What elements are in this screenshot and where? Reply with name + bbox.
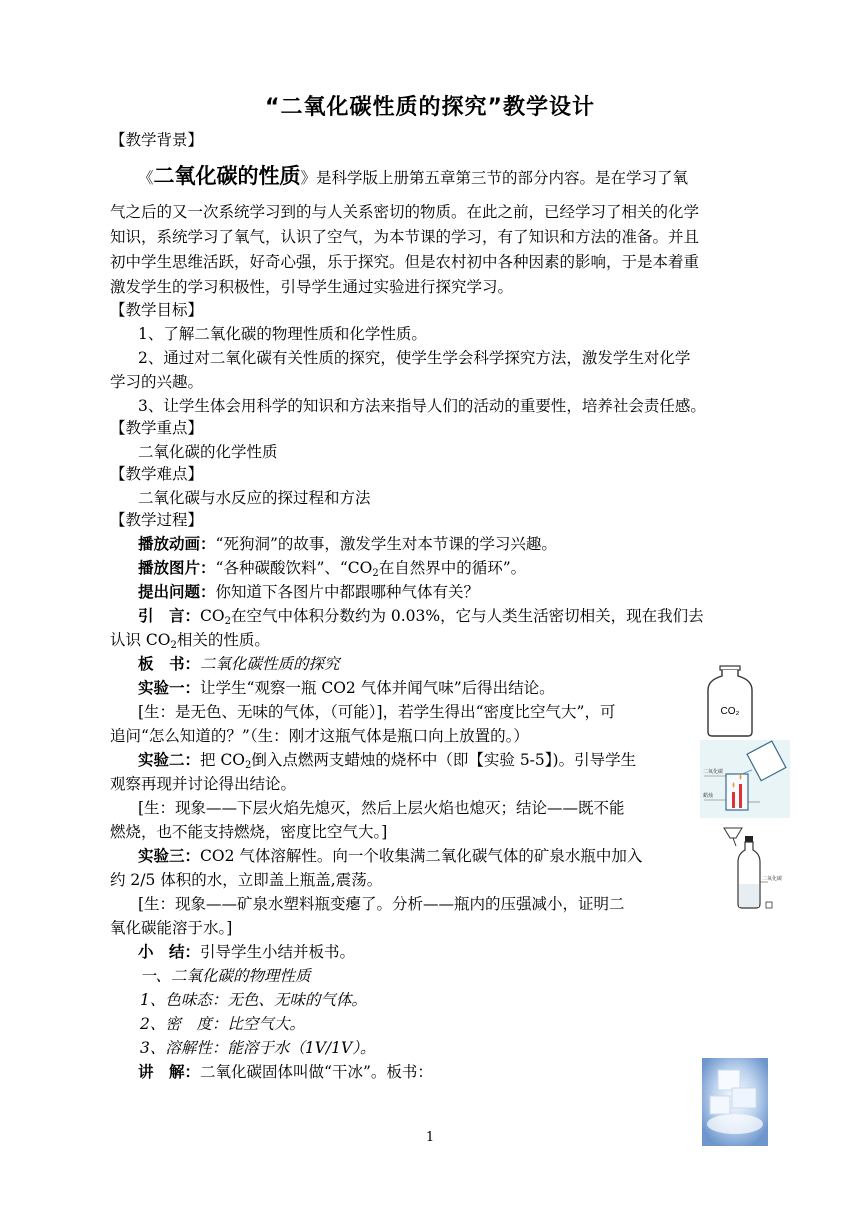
goal-2a: 2、通过对二氧化碳有关性质的探究，使学生学会科学探究方法，激发学生对化学: [138, 349, 691, 367]
goal-3: 3、让学生体会用科学的知识和方法来指导人们的活动的重要性，培养社会责任感。: [138, 397, 706, 415]
background-line-3: 知识，系统学习了氧气，认识了空气，为本节课的学习，有了知识和方法的准备。并且: [110, 228, 700, 246]
physical-property-2: 2、密 度：比空气大。: [140, 1015, 305, 1033]
experiment-2-student: [生：现象——下层火焰先熄灭，然后上层火焰也熄灭；结论——既不能: [138, 799, 625, 817]
bottle-label: CO₂: [720, 706, 740, 717]
explanation: 讲 解：二氧化碳固体叫做“干冰”。板书：: [138, 1062, 433, 1081]
experiment-1: 实验一：让学生“观察一瓶 CO2 气体并闻气味”后得出结论。: [138, 678, 555, 697]
experiment-3-student-2: 氧化碳能溶于水。]: [110, 919, 233, 937]
page-title: “二氧化碳性质的探究”教学设计: [265, 95, 595, 120]
background-line-4: 初中学生思维活跃，好奇心强，乐于探究。但是农村初中各种因素的影响，于是本着重: [110, 253, 700, 271]
background-line-1: 《二氧化碳的性质》是科学版上册第五章第三节的部分内容。是在学习了氧: [138, 164, 689, 188]
experiment-3-line-2: 约 2/5 体积的水，立即盖上瓶盖,震荡。: [110, 871, 383, 889]
experiment-2-line-2: 观察再现并讨论得出结论。: [110, 775, 297, 793]
gas-bottle-image: [700, 664, 760, 738]
difficulty-content: 二氧化碳与水反应的探过程和方法: [138, 489, 371, 507]
goal-2b: 学习的兴趣。: [110, 373, 204, 391]
process-animation: 播放动画：“死狗洞”的故事，激发学生对本节课的学习兴趣。: [138, 534, 557, 553]
process-intro-2: 认识 $CO_2$相关的性质。: [110, 631, 270, 651]
heading-key: 【教学重点】: [110, 419, 204, 437]
background-line-2: 气之后的又一次系统学习到的与人关系密切的物质。在此之前，已经学习了相关的化学: [110, 203, 700, 221]
experiment-3: 实验三：CO2 气体溶解性。向一个收集满二氧化碳气体的矿泉水瓶中加入: [138, 846, 643, 865]
heading-difficulty: 【教学难点】: [110, 465, 204, 483]
heading-background: 【教学背景】: [110, 131, 204, 149]
water-bottle-label: 二氧化碳: [762, 876, 783, 882]
physical-property-3: 3、溶解性：能溶于水（1V/1V）。: [140, 1039, 376, 1057]
physical-properties-title: 一、二氧化碳的物理性质: [140, 967, 311, 985]
heading-process: 【教学过程】: [110, 511, 204, 529]
experiment-1-student-2: 追问“怎么知道的？”（生：刚才这瓶气体是瓶口向上放置的。）: [110, 727, 529, 745]
beaker-label-candle: 蜡烛: [703, 793, 714, 799]
page-number: 1: [425, 1130, 435, 1145]
beaker-candles-image: [700, 740, 790, 818]
heading-goals: 【教学目标】: [110, 301, 204, 319]
experiment-3-student: [生：现象——矿泉水塑料瓶变瘪了。分析——瓶内的压强减小，证明二: [138, 895, 625, 913]
experiment-2-student-2: 燃烧，也不能支持燃烧，密度比空气大。]: [110, 823, 388, 841]
process-pictures: 播放图片：“各种碳酸饮料”、“$CO_2$在自然界中的循环”。: [138, 558, 527, 579]
background-line-5: 激发学生的学习积极性，引导学生通过实验进行探究学习。: [110, 278, 514, 296]
experiment-2: 实验二：把 $CO_2$倒入点燃两支蜡烛的烧杯中（即【实验 5-5】)。引导学生: [138, 750, 637, 771]
process-board: 板 书：二氧化碳性质的探究: [138, 654, 340, 673]
experiment-1-student: [生：是无色、无味的气体，（可能）]，若学生得出“密度比空气大”，可: [138, 703, 616, 721]
goal-1: 1、了解二氧化碳的物理性质和化学性质。: [138, 325, 427, 343]
water-bottle-image: [720, 822, 784, 910]
process-intro: 引 言：$CO_2$在空气中体积分数约为 0.03%，它与人类生活密切相关，现在我们去: [138, 606, 704, 627]
physical-property-1: 1、色味态：无色、无味的气体。: [140, 991, 367, 1009]
summary: 小 结：引导学生小结并板书。: [138, 942, 356, 961]
process-question: 提出问题：你知道下各图片中都跟哪种气体有关？: [138, 582, 480, 601]
key-content: 二氧化碳的化学性质: [138, 443, 278, 461]
beaker-label-co2: 二氧化碳: [703, 769, 724, 775]
